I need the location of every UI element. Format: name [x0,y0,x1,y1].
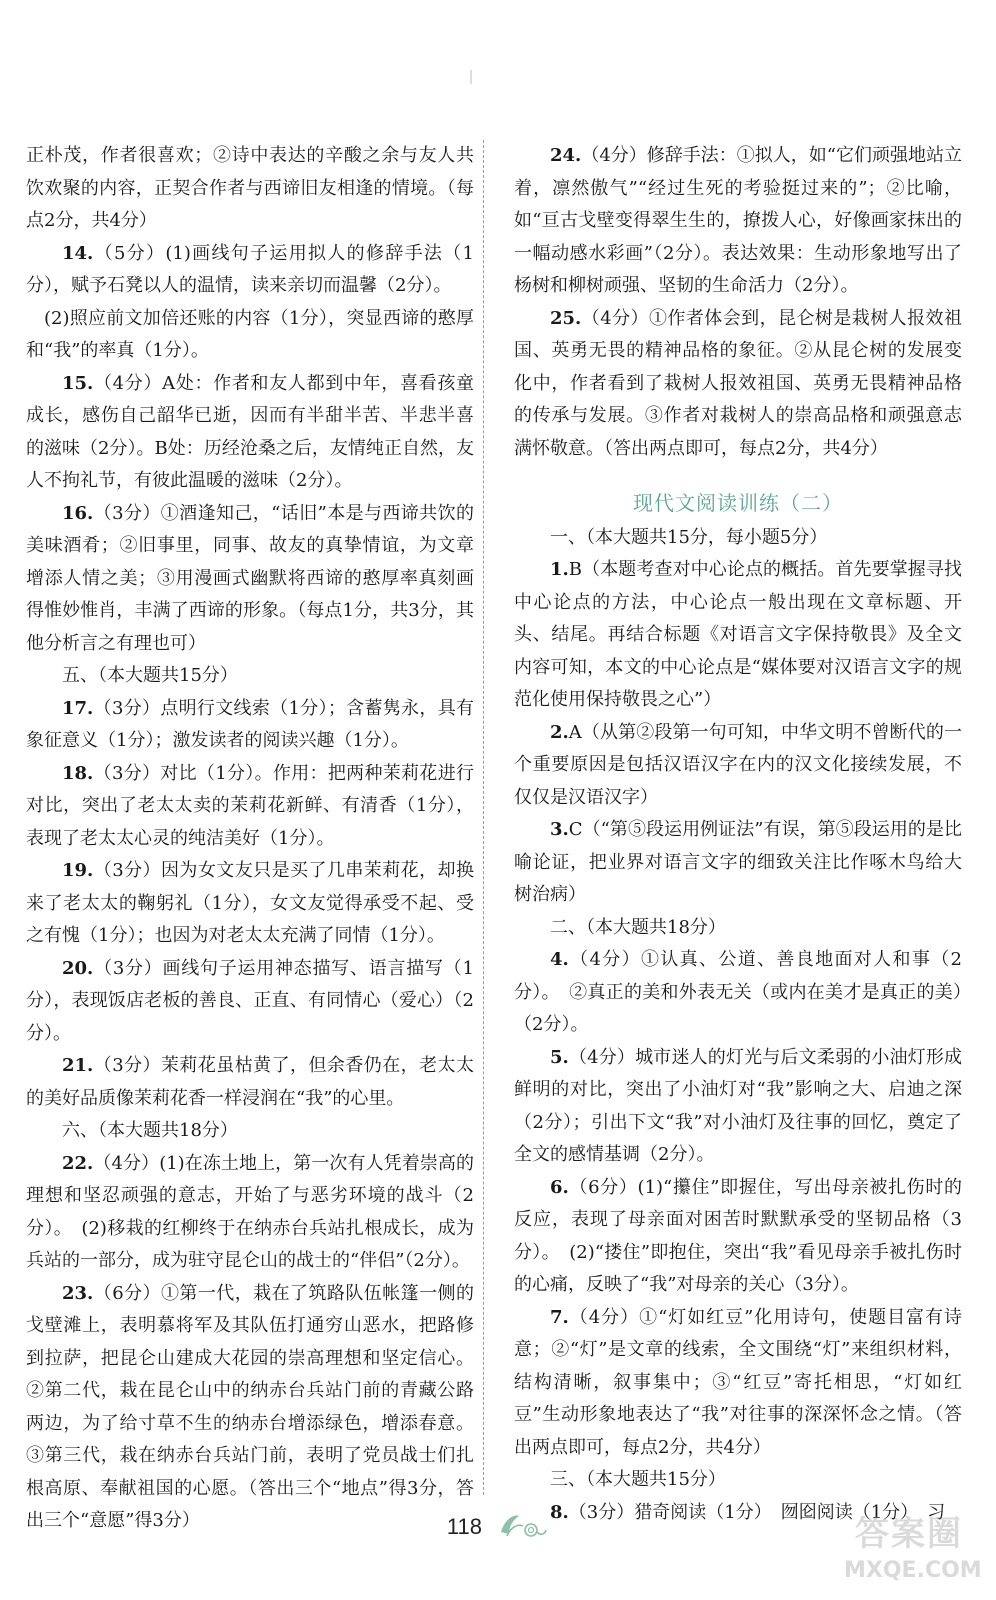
question-number: 3. [550,819,569,840]
answer-subpart: (2)照应前文加倍还账的内容（1分），突显西谛的憨厚和“我”的率真（1分）。 [26,307,474,361]
answer-text: （3分）茉莉花虽枯黄了，但余香仍在，老太太的美好品质像茉莉花香一样浸润在“我”的心里。 [26,1055,474,1109]
question-number: 2. [550,721,569,743]
answer-item [514,717,962,815]
question-number: 4. [550,949,569,970]
top-mark [470,70,472,84]
question-number: 6. [550,1176,569,1198]
section-heading: 三、（本大题共15分） [550,1469,726,1490]
leaf-swirl-ornament-icon [497,1510,549,1544]
section-heading: 一、（本大题共15分，每小题5分） [550,526,828,548]
answer-item [514,303,962,466]
answer-item [514,140,962,303]
answer-text: B（本题考查对中心论点的概括。首先要掌握寻找中心论点的方法，中心论点一般出现在文章标题、开头、结尾。再结合标题《对语言文字保持敬畏》及全文内容可知，本文的中心论点是“媒体要对汉语言文字的规范化使用保持敬畏之心”） [514,559,962,710]
question-number: 14. [62,242,94,264]
answer-text: C（“第⑤段运用例证法”有误，第⑤段运用的是比喻论证，把业界对语言文字的细致关注比作啄木鸟给大树治病） [514,819,962,905]
question-number: 25. [550,307,582,329]
answer-text: （4分）修辞手法：①拟人，如“它们顽强地站立着，凛然傲气”“经过生死的考验挺过来的”；②比喻，如“亘古戈壁变得翠生生的，撩拨人心，好像画家抹出的一幅动感水彩画”（2分）。表达效果：生动形象地写出了杨树和柳树顽强、坚韧的生命活力（2分）。 [514,145,962,296]
section-heading: 二、（本大题共18分） [550,916,726,938]
left-column [26,140,474,1538]
answer-text: （4分）A处：作者和友人都到中年，喜看孩童成长，感伤自己韶华已逝，因而有半甜半苦、半悲半喜的滋味（2分）。B处：历经沧桑之后，友情纯正自然，友人不拘礼节，有彼此温暖的滋味（2分）。 [26,372,474,491]
question-number: 17. [62,697,94,719]
question-number: 5. [550,1046,569,1068]
answer-item [26,953,474,1051]
answer-item [26,1050,474,1115]
watermark-text: 答案圈 [855,1514,963,1554]
answer-text: （6分）①第一代，栽在了筑路队伍帐篷一侧的戈壁滩上，表明慕将军及其队伍打通穷山恶水，把路修到拉萨，把昆仑山建成大花园的崇高理想和坚定信心。②第二代，栽在昆仑山中的纳赤台兵站门前的青藏公路两边，为了给寸草不生的纳赤台增添绿色，增添春意。③第三代，栽在纳赤台兵站门前，表明了党员战士们扎根高原、奉献祖国的心愿。（答出三个“地点”得3分，答出三个“意愿”得3分） [26,1282,474,1531]
question-number: 24. [550,145,582,166]
question-number: 19. [62,860,94,881]
question-number: 20. [62,957,94,979]
question-number: 15. [62,372,94,394]
column-divider [483,140,484,1495]
answer-text: （3分）①酒逢知己，“话旧”本是与西谛共饮的美味酒肴；②旧事里，同事、故友的真挚情谊，为文章增添人情之美；③用漫画式幽默将西谛的憨厚率真刻画得惟妙惟肖，丰满了西谛的形象。（每点1分，共3分，其他分析言之有理也可） [26,502,474,654]
answer-text: （3分）画线句子运用神态描写、语言描写（1分），表现饭店老板的善良、正直、有同情心（爱心）（2分）。 [26,957,474,1044]
answer-text: A（从第②段第一句可知，中华文明不曾断代的一个重要原因是包括汉语汉字在内的汉文化接续发展，不仅仅是汉语汉字） [514,721,962,808]
answer-item [26,238,474,303]
answer-text: （4分）①作者体会到，昆仑树是栽树人报效祖国、英勇无畏的精神品格的象征。②从昆仑树的发展变化中，作者看到了栽树人报效祖国、英勇无畏精神品格的传承与发展。③作者对栽树人的崇高品格和顽强意志满怀敬意。（答出两点即可，每点2分，共4分） [514,307,962,459]
question-number: 16. [62,502,94,524]
answer-item [26,498,474,661]
watermark [844,1506,982,1596]
answer-text: （4分）①认真、公道、善良地面对人和事（2分）。 ②真正的美和外表无关（或内在美才是真正的美）（2分）。 [514,949,962,1035]
answer-item [26,368,474,498]
question-number: 21. [62,1055,94,1076]
answer-item [514,814,962,912]
question-number: 22. [62,1152,94,1174]
answer-item [514,944,962,1042]
section-heading: 六、（本大题共18分） [62,1120,238,1141]
answer-item [26,693,474,758]
question-number: 1. [550,559,569,580]
answer-item [514,1172,962,1302]
section-heading: 五、（本大题共15分） [62,665,238,686]
answer-text: （3分）对比（1分）。作用：把两种茉莉花进行对比，突出了老太太卖的茉莉花新鲜、有清香（1分），表现了老太太心灵的纯洁美好（1分）。 [26,762,474,849]
answer-text: （4分）①“灯如红豆”化用诗句，使题目富有诗意；②“灯”是文章的线索，全文围绕“灯”来组织材料，结构清晰，叙事集中；③“红豆”寄托相思，“灯如红豆”生动形象地表达了“我”对往事的深深怀念之情。（答出两点即可，每点2分，共4分） [514,1306,962,1458]
question-number: 8. [550,1501,569,1523]
answer-item [26,1148,474,1278]
answer-text: （3分）点明行文线索（1分）；含蓄隽永，具有象征意义（1分）；激发读者的阅读兴趣（1分）。 [26,697,474,751]
answer-continuation: 正朴茂，作者很喜欢；②诗中表达的辛酸之余与友人共饮欢聚的内容，正契合作者与西谛旧友相逢的情境。（每点2分，共4分） [26,145,474,231]
answer-item [26,855,474,953]
answer-text: （3分）猎奇阅读（1分） 囫囵阅读（1分） 习 [568,1501,946,1523]
answer-text: （5分）(1)画线句子运用拟人的修辞手法（1分），赋予石凳以人的温情，读来亲切而温馨（2分）。 [26,242,474,296]
answer-item [514,554,962,717]
answer-item [26,1278,474,1538]
answer-text: （6分）(1)“攥住”即握住，写出母亲被扎伤时的反应，表现了母亲面对困苦时默默承受的坚韧品格（3分）。 (2)“搂住”即抱住，突出“我”看见母亲手被扎伤时的心痛，反映了“我”对母亲的关心（3分）。 [514,1176,962,1295]
question-number: 18. [62,762,94,784]
section-title: 现代文阅读训练（二） [633,491,843,515]
answer-text: （3分）因为女文友只是买了几串茉莉花，却换来了老太太的鞠躬礼（1分），女文友觉得承受不起、受之有愧（1分）；也因为对老太太充满了同情（1分）。 [26,860,474,946]
watermark-url: MXQE.COM [844,1558,982,1583]
answer-text: （4分）(1)在冻土地上，第一次有人凭着崇高的理想和坚忍顽强的意志，开始了与恶劣环境的战斗（2分）。 (2)移栽的红柳终于在纳赤台兵站扎根成长，成为兵站的一部分，成为驻守昆仑山的战士的“伴侣”（2分）。 [26,1152,474,1271]
page-number: 118 [446,1514,482,1539]
answer-item [514,1302,962,1465]
answer-item [26,758,474,856]
answer-item [514,1042,962,1172]
question-number: 7. [550,1306,569,1328]
right-column [514,140,962,1529]
question-number: 23. [62,1282,94,1304]
answer-text: （4分）城市迷人的灯光与后文柔弱的小油灯形成鲜明的对比，突出了小油灯对“我”影响之大、启迪之深（2分）；引出下文“我”对小油灯及往事的回忆，奠定了全文的感情基调（2分）。 [514,1046,962,1165]
